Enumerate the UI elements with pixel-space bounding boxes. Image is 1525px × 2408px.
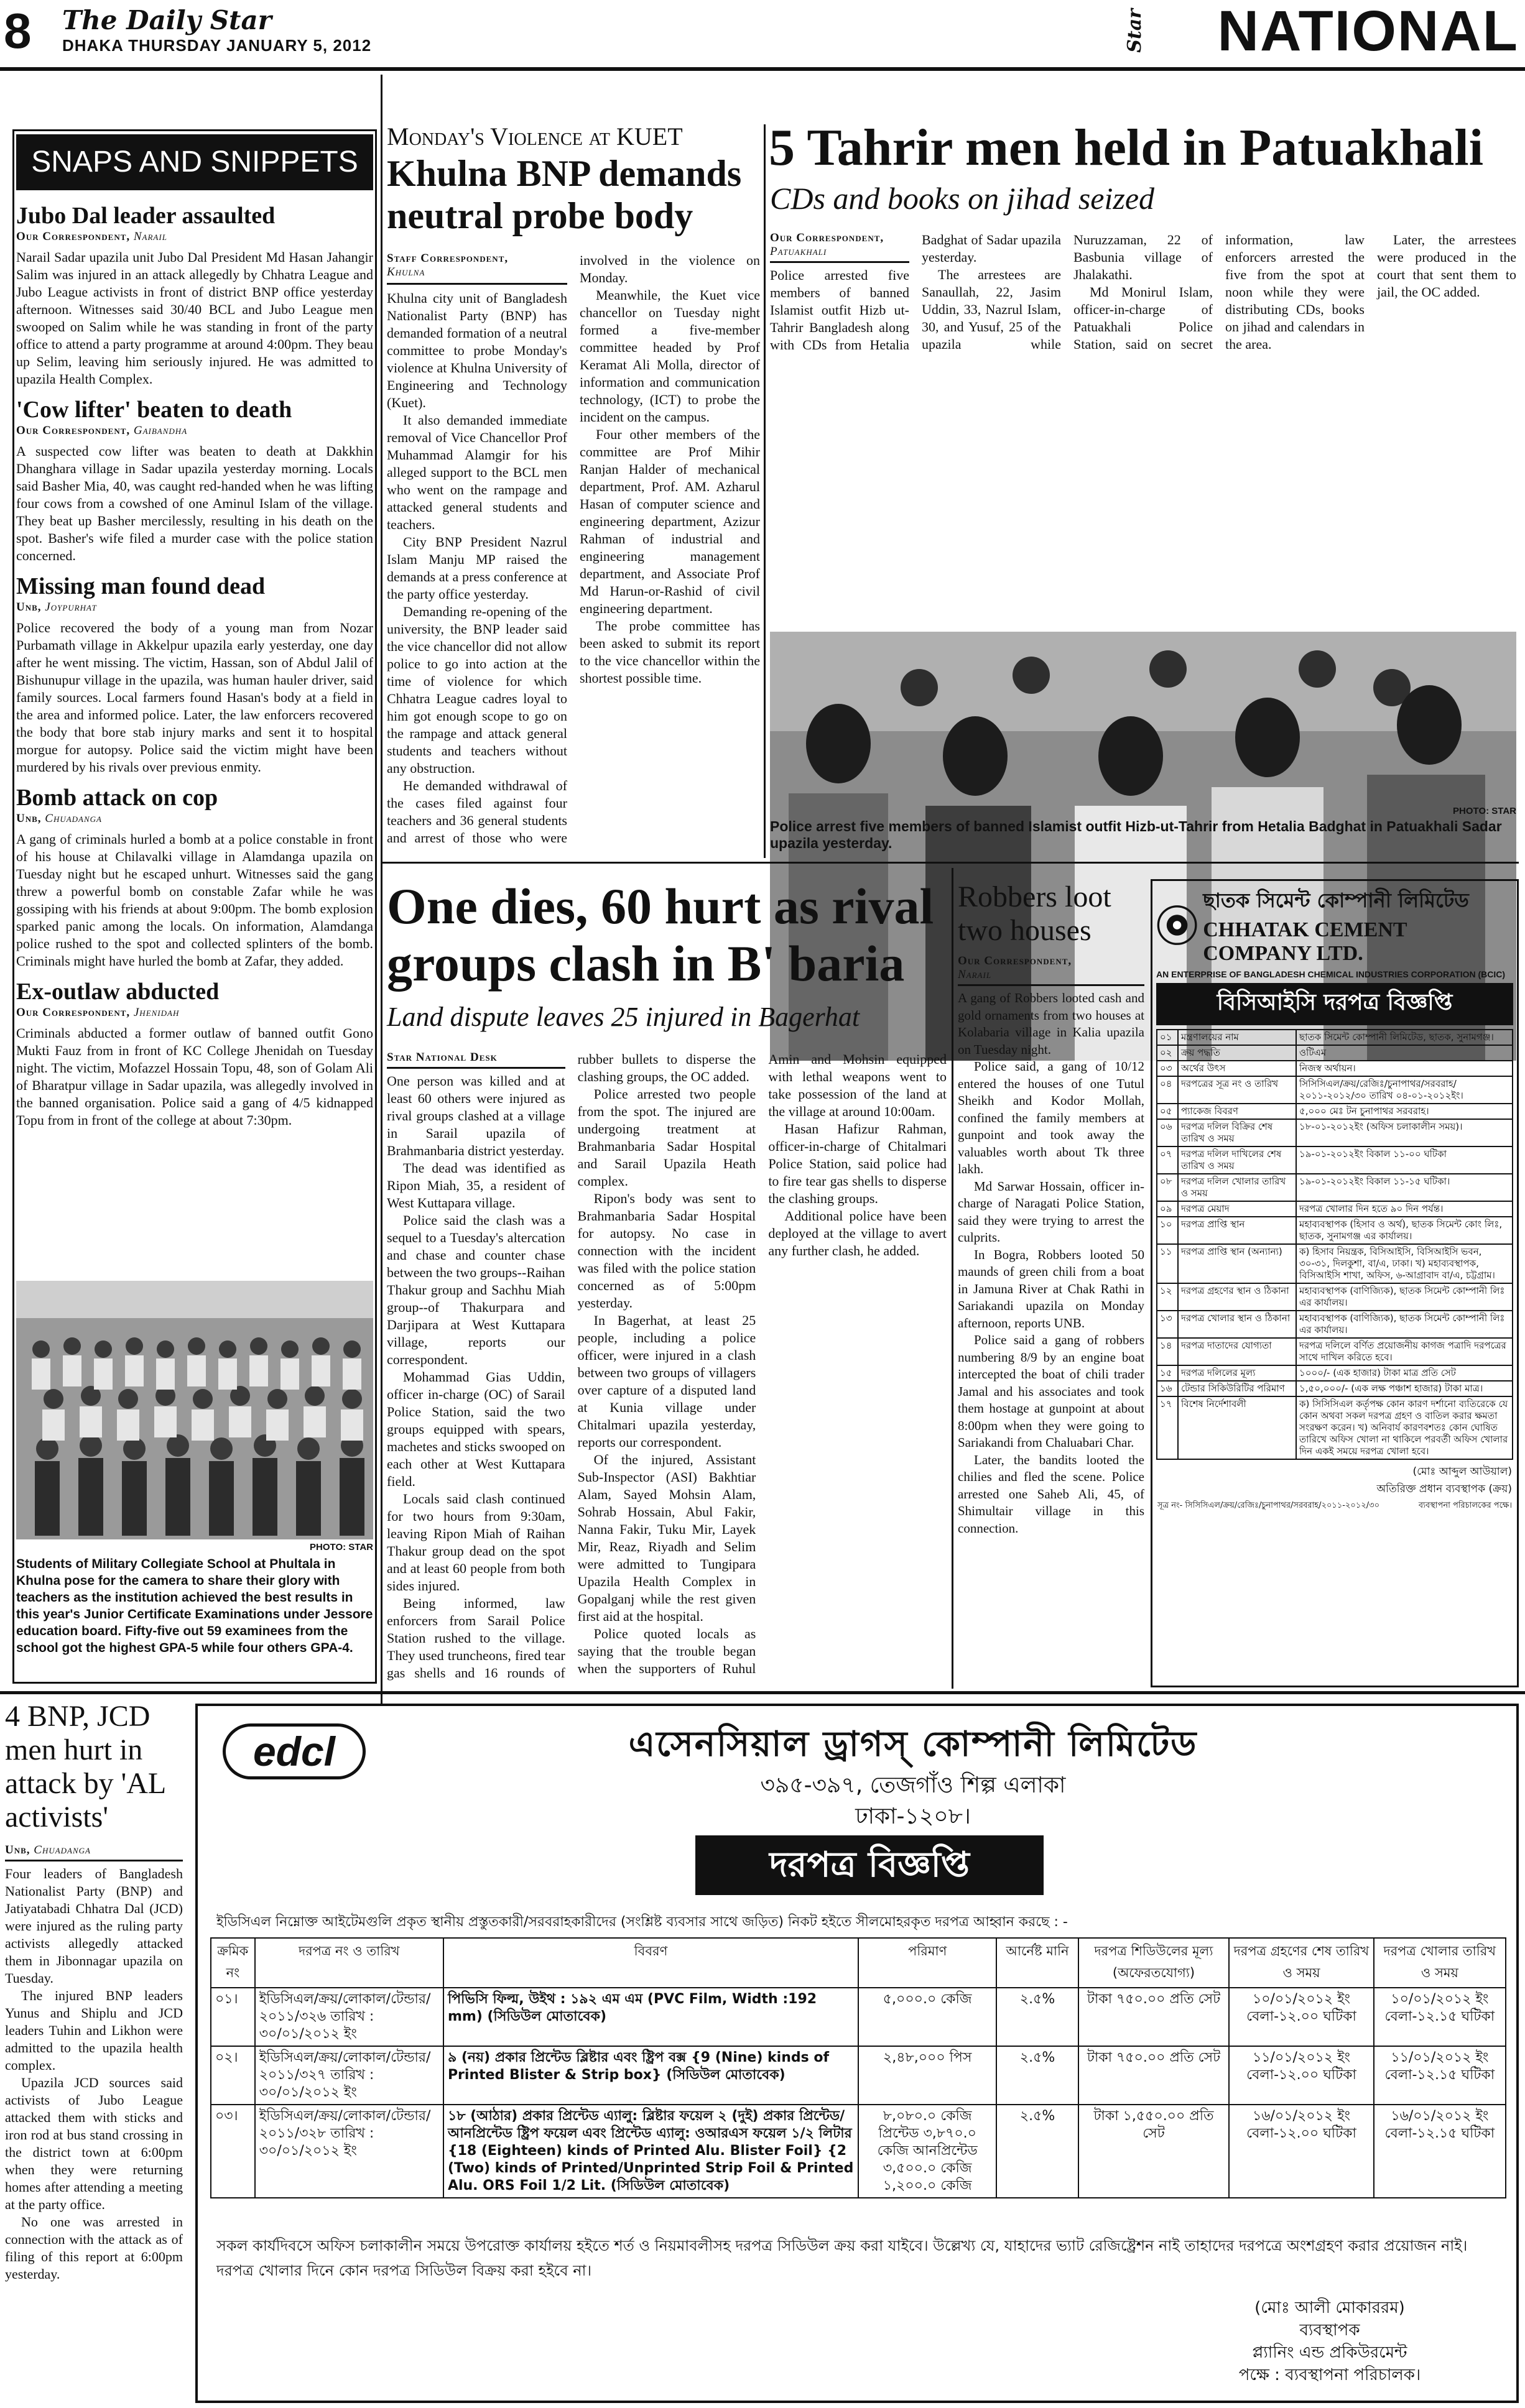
chhatak-ref: সূত্র নং- সিসিসিএল/ক্রয়/রেজিঃ/চুনাপাথর/সরবরাহ/২০১১-২০১২/৩০ xyxy=(1157,1501,1380,1510)
students-photo-caption: Students of Military Collegiate School at Phultala in Khulna pose for the camera to share their glory with teachers as the institution achieved the best results in this year's Junior Certificate Examinations under Jessore education board. Fifty-five out 59 examinees from the school got the highest GPA-5 while four others GPA-4. xyxy=(16,1557,373,1655)
snap-item xyxy=(16,572,373,776)
chhatak-row xyxy=(1157,1119,1513,1146)
snap-body: Police recovered the body of a young man from Nozar Purbamath village in Akkelpur upazila early yesterday, one day after he went missing. The victim, Hassan, son of Abdul Jalil of Bishunupur village in the upazila, was human hauler driver, said family sources. Local farmers found Hasan's body at a field in the area and informed police. Later, the law enforcers recovered the body that bore stab injury marks and sent it to hospital morgue for autopsy. Police said the victim might have been murdered by his rivals over previous enmity. xyxy=(16,620,373,775)
students-photo-art xyxy=(16,1281,373,1539)
snap-headline: Ex-outlaw abducted xyxy=(16,979,220,1005)
baria-byline: Star National Desk xyxy=(387,1051,498,1064)
chhatak-signer-title: অতিরিক্ত প্রধান ব্যবস্থাপক (ক্রয়) xyxy=(1376,1483,1512,1495)
chhatak-header xyxy=(1152,881,1517,969)
tahrir-paragraph: Later, the arrestees were produced in the court that sent them to jail, the OC added. xyxy=(1377,232,1516,300)
chhatak-row xyxy=(1157,1365,1513,1381)
chhatak-cell: ০৮ xyxy=(1157,1174,1178,1201)
edcl-signer: (মোঃ আলী মোকাররম) xyxy=(1254,2299,1405,2317)
edcl-column-header: ক্রমিক নং xyxy=(211,1938,255,1988)
baria-paragraph: Ripon's body was sent to Brahmanbaria Sadar Hospital for autopsy. No case in connection with the incident was filed with the police station concerned as of 5:00pm yesterday. xyxy=(577,1191,756,1311)
chhatak-cell: ০৬ xyxy=(1157,1119,1178,1146)
tahrir-paragraph: Md Monirul Islam, officer-in-charge of Patuakhali Police Station, said on secret information, law enforcers arrested the five from the spot at noon while they were distributing CDs, books on jihad and calendars in the area. xyxy=(1073,232,1365,352)
chhatak-cell: টেন্ডার সিকিউরিটির পরিমাণ xyxy=(1178,1381,1296,1396)
edcl-table xyxy=(210,1937,1506,2198)
chhatak-logo-icon xyxy=(1156,900,1198,950)
chhatak-cell: ১৬ xyxy=(1157,1381,1178,1396)
kuet-kicker: Monday's Violence at KUET xyxy=(387,122,683,150)
snap-headline: Bomb attack on cop xyxy=(16,785,218,811)
edcl-footer: সকল কার্যদিবসে অফিস চলাকালীন সময়ে উপরোক্ত কার্যালয় হইতে শর্ত ও নিয়মাবলীসহ দরপত্র সিডিউল ক্রয় করা যাইবে। উল্লেখ্য যে, যাহাদের ভ্যাট রেজিষ্ট্রেশন নাই তাহাদের দরপত্রে অংশগ্রহণ করার প্রয়োজন নাই। দরপত্র খোলার দিনে কোন দরপত্র সিডিউল বিক্রয় করা হইবে না। xyxy=(216,2237,1468,2279)
chhatak-cell: ১২ xyxy=(1157,1283,1178,1311)
edcl-cell: ইডিসিএল/ক্রয়/লোকাল/টেন্ডার/২০১১/৩২৬ তারিখ : ৩০/০১/২০১২ ইং xyxy=(255,1988,443,2046)
edcl-signature xyxy=(1168,2297,1491,2386)
edcl-column-header: পরিমাণ xyxy=(858,1938,996,1988)
edcl-city: ঢাকা-১২০৮। xyxy=(855,1804,971,1829)
edcl-column-header: দরপত্র শিডিউলের মূল্য (অফেরতযোগ্য) xyxy=(1078,1938,1230,1988)
students-photo-credit: PHOTO: STAR xyxy=(310,1542,373,1552)
chhatak-row xyxy=(1157,1076,1513,1104)
edcl-table-wrap xyxy=(210,1937,1506,2198)
chhatak-cell: দরপত্র খোলার দিন হতে ৯০ দিন পর্যন্ত। xyxy=(1296,1201,1513,1217)
chhatak-cell: ০৭ xyxy=(1157,1146,1178,1174)
baria-paragraph: Hasan Hafizur Rahman, officer-in-charge of Chitalmari Police Station, said police had to fire tear gas shells to disperse the clashing groups. xyxy=(768,1121,947,1206)
chhatak-cell: ০৪ xyxy=(1157,1076,1178,1104)
edcl-column-header: দরপত্র খোলার তারিখ ও সময় xyxy=(1374,1938,1506,1988)
snap-headline: 'Cow lifter' beaten to death xyxy=(16,397,292,423)
chhatak-cell: ওটিএম xyxy=(1296,1045,1513,1061)
edcl-cell: পিভিসি ফিল্ম, উইথ : ১৯২ এম এম (PVC Film, Width :192 mm) (সিডিউল মোতাবেক) xyxy=(443,1988,858,2046)
edcl-cell: ৯ (নয়) প্রকার প্রিন্টেড ব্লিষ্টার এবং ষ্ট্রিপ বক্স {9 (Nine) kinds of Printed Blister & Strip box} (সিডিউল মোতাবেক) xyxy=(443,2046,858,2105)
kuet-headline: Khulna BNP demands neutral probe body xyxy=(387,153,742,236)
chhatak-row xyxy=(1157,1217,1513,1244)
snap-headline: Jubo Dal leader assaulted xyxy=(16,203,276,229)
snap-byline: Unb, Joypurhat xyxy=(16,601,97,614)
chhatak-cell: ০১ xyxy=(1157,1030,1178,1045)
tahrir-paragraph: The arrestees are Sanaullah, 22, Jasim Uddin, 33, Nazrul Islam, 30, and Yusuf, 25 of the upazila while Nuruzzaman, 22 of Basbunia village of Jhalakathi. xyxy=(922,232,1213,352)
paper-logo: The Daily Star xyxy=(62,5,272,35)
chhatak-row xyxy=(1157,1174,1513,1201)
chhatak-name-en: CHHATAK CEMENT COMPANY LTD. xyxy=(1203,918,1407,965)
kuet-paragraph: City BNP President Nazrul Islam Manju MP raised the demands at a press conference at the party office yesterday. xyxy=(387,534,567,602)
edcl-cell: ৮,০৮০.০ কেজি প্রিন্টেড ৩,৮৭০.০ কেজি আনপ্রিন্টেড ৩,৫০০.০ কেজি ১,২০০.০ কেজি xyxy=(858,2105,996,2198)
chhatak-ref-note: ব্যবস্থাপনা পরিচালকের পক্ষে। xyxy=(1418,1501,1512,1510)
edcl-notice: দরপত্র বিজ্ঞপ্তি xyxy=(695,1835,1044,1895)
edcl-table-header xyxy=(211,1938,1506,1988)
edcl-column-header: বিবরণ xyxy=(443,1938,858,1988)
chhatak-cell: ১,৫০,০০০/- (এক লক্ষ পঞ্চাশ হাজার) টাকা মাত্র। xyxy=(1296,1381,1513,1396)
chhatak-cell: ক্রয় পদ্ধতি xyxy=(1178,1045,1296,1061)
baria-paragraph: One person was killed and at least 60 others were injured as rival groups clashed at a village in Sarail upazila of Brahmanbaria district yesterday. xyxy=(387,1073,565,1158)
snaps-items xyxy=(16,201,373,1137)
snap-byline: Unb, Chuadanga xyxy=(16,812,103,825)
bnp-jcd-body xyxy=(5,1843,183,2283)
edcl-cell: ২.৫% xyxy=(996,2105,1078,2198)
chhatak-row xyxy=(1157,1030,1513,1045)
tahrir-byline: Our Correspondent, Patuakhali xyxy=(770,231,884,258)
kuet-paragraph: Four other members of the committee are Prof Mihir Ranjan Halder of mechanical department, Prof. AM. Azharul Hasan of computer science and engineering department, Azizur Rahman of industrial and engineering management department, and Associate Prof Md Harun-or-Rashid of civil engineering department. xyxy=(580,427,760,616)
chhatak-cell: দরপত্র প্রাপ্তি স্থান xyxy=(1178,1217,1296,1244)
chhatak-signer: (মোঃ আব্দুল আউয়াল) xyxy=(1412,1465,1512,1478)
chhatak-cell: দরপত্র দলিল দাখিলের শেষ তারিখ ও সময় xyxy=(1178,1146,1296,1174)
edcl-cell: ৫,০০০.০ কেজি xyxy=(858,1988,996,2046)
byline-rule xyxy=(958,984,1144,986)
kuet-body xyxy=(387,252,760,858)
edcl-rows xyxy=(211,1988,1506,2198)
snap-headline: Missing man found dead xyxy=(16,573,266,599)
chhatak-cell: মহাব্যবস্থাপক (বাণিজ্যিক), ছাতক সিমেন্ট কোম্পানী লিঃ এর কার্যালয়। xyxy=(1296,1283,1513,1311)
chhatak-cell: মহাব্যবস্থাপক (হিসাব ও অর্থ), ছাতক সিমেন্ট কোং লিঃ, ছাতক, সুনামগঞ্জ এর কার্যালয়। xyxy=(1296,1217,1513,1244)
chhatak-cell: দরপত্র দলিল খোলার তারিখ ও সময় xyxy=(1178,1174,1296,1201)
chhatak-cell: অর্থের উৎস xyxy=(1178,1061,1296,1076)
chhatak-row xyxy=(1157,1146,1513,1174)
chhatak-row xyxy=(1157,1396,1513,1459)
snaps-banner: SNAPS AND SNIPPETS xyxy=(16,134,373,190)
snap-item xyxy=(16,783,373,970)
snap-byline: Our Correspondent, Jhenidah xyxy=(16,1006,180,1019)
arrestees-photo-credit: PHOTO: STAR xyxy=(1453,806,1516,816)
edcl-cell: ০২। xyxy=(211,2046,255,2105)
snap-item xyxy=(16,977,373,1129)
chhatak-cell: দরপত্র প্রাপ্তি স্থান (অন্যান্য) xyxy=(1178,1244,1296,1283)
chhatak-row xyxy=(1157,1045,1513,1061)
snap-byline: Our Correspondent, Narail xyxy=(16,230,167,243)
arrestees-photo-caption: Police arrest five members of banned Islamist outfit Hizb-ut-Tahrir from Hetalia Badghat in Patuakhali Sadar upazila yesterday. xyxy=(770,818,1502,851)
snap-body: Criminals abducted a former outlaw of banned outfit Gono Mukti Fauz from in front of KC College Jhenidah on Tuesday night. The victim, Mofazzel Hossain Topu, 48, son of Golam Ali of Bharatpur village in Sadar upazila, was allegedly involved in the banned organisation. Police said a gang of 4/5 kidnapped Topu from in front of the college at about 7:30pm. xyxy=(16,1025,373,1128)
column-rule xyxy=(952,868,953,1689)
chhatak-ad xyxy=(1151,879,1519,1687)
bnp-jcd-headline: 4 BNP, JCD men hurt in attack by 'AL activists' xyxy=(5,1700,165,1834)
snap-body: A suspected cow lifter was beaten to death at Dakkhin Dhanghara village in Sadar upazila yesterday morning. Locals said Basher Mia, 40, was caught red-handed when he was lifting four cows from a cowshed of one Aminul Islam of the village. They beat up Basher mercilessly, resulting in his death on the spot. Basher's wife filed a murder case with the police station concerned. xyxy=(16,443,373,563)
edcl-signer-title: ব্যবস্থাপক xyxy=(1299,2321,1360,2340)
edcl-cell: ১০/০১/২০১২ ইং বেলা-১২.০০ ঘটিকা xyxy=(1229,1988,1373,2046)
bnp-jcd-paragraph: No one was arrested in connection with the attack as of filing of this report at 6:00pm yesterday. xyxy=(5,2214,183,2282)
robbers-body xyxy=(958,954,1144,1537)
edcl-cell: টাকা ৭৫০.০০ প্রতি সেট xyxy=(1078,1988,1230,2046)
edcl-cell: ২.৫% xyxy=(996,1988,1078,2046)
snap-byline: Our Correspondent, Gaibandha xyxy=(16,424,188,437)
chhatak-cell: ০২ xyxy=(1157,1045,1178,1061)
edcl-cell: ১১/০১/২০১২ ইং বেলা-১২.০০ ঘটিকা xyxy=(1229,2046,1373,2105)
byline-rule xyxy=(770,261,909,263)
kuet-paragraph: The probe committee has been asked to submit its report to the vice chancellor within the shortest possible time. xyxy=(580,618,760,686)
edcl-cell: ইডিসিএল/ক্রয়/লোকাল/টেন্ডার/২০১১/৩২৭ তারিখ : ৩০/০১/২০১২ ইং xyxy=(255,2046,443,2105)
edcl-cell: ১১/০১/২০১২ ইং বেলা-১২.১৫ ঘটিকা xyxy=(1374,2046,1506,2105)
chhatak-cell: ১৫ xyxy=(1157,1365,1178,1381)
chhatak-name-bn: ছাতক সিমেন্ট কোম্পানী লিমিটেড xyxy=(1203,888,1469,912)
chhatak-cell: ছাতক সিমেন্ট কোম্পানী লিমিটেড, ছাতক, সুনামগঞ্জ। xyxy=(1296,1030,1513,1045)
baria-paragraph: Police said the clash was a sequel to a Tuesday's altercation and chase and counter chase between the two groups--Raihan Thakur group and Sachhu Miah group--of Thakurpara and Darjipara at West Kuttapara village, reports our correspondent. xyxy=(387,1212,565,1367)
baria-body xyxy=(387,1051,947,1688)
edcl-cell: ১৬/০১/২০১২ ইং বেলা-১২.১৫ ঘটিকা xyxy=(1374,2105,1506,2198)
edcl-cell: ১৮ (আঠার) প্রকার প্রিন্টেড এ্যালু: ব্লিষ্টার ফয়েল ২ (দুই) প্রকার প্রিন্টেড/আনপ্রিন্টেড ষ্ট্রিপ ফয়েল এবং প্রিন্টেড এ্যালু: ওআরএস ফয়েল ১/২ লিটার {18 (Eighteen) kinds of Printed Alu. Blister Foil} {2 (Two) kinds of Printed/Unprinted Strip Foil & Printed Alu. ORS Foil 1/2 Lit. (সিডিউল মোতাবেক) xyxy=(443,2105,858,2198)
edcl-cell: টাকা ৭৫০.০০ প্রতি সেট xyxy=(1078,2046,1230,2105)
edcl-row xyxy=(211,1988,1506,2046)
students-photo xyxy=(16,1281,373,1539)
chhatak-notice: বিসিআইসি দরপত্র বিজ্ঞপ্তি xyxy=(1156,983,1513,1025)
byline-rule xyxy=(387,1067,565,1069)
chhatak-row xyxy=(1157,1311,1513,1338)
baria-paragraph: Being informed, law enforcers from Sarail Police Station rushed to the village. They used truncheons, fired tear gas shells and 16 rounds of rubber bullets to disperse the clashing groups, the OC added. xyxy=(387,1051,756,1681)
chhatak-cell: ১০০০/- (এক হাজার) টাকা মাত্র প্রতি সেট xyxy=(1296,1365,1513,1381)
edcl-cell: ০৩। xyxy=(211,2105,255,2198)
edcl-address: ৩৯৫-৩৯৭, তেজগাঁও শিল্প এলাকা xyxy=(760,1773,1066,1798)
baria-paragraph: Mohammad Gias Uddin, officer in-charge (OC) of Sarail Police Station, said the two groups equipped with spears, machetes and sticks swooped on each other at West Kuttapara field. xyxy=(387,1369,565,1489)
baria-paragraph: Of the injured, Assistant Sub-Inspector (ASI) Bakhtiar Alam, Sayed Mohsin Alam, Sohrab Hossain, Abul Fakir, Nanna Fakir, Tuku Mir, Layek Mir, Reaz, Riyadh and Selim were admitted to Tungipara Upazila Health Complex in Gopalganj while the rest given first aid at the hospital. xyxy=(577,1452,756,1624)
kuet-paragraph: Meanwhile, the Kuet vice chancellor on Tuesday night formed a five-member committee headed by Prof Keramat Ali Molla, director of information and communication technology, (ICT) to probe the incident on the campus. xyxy=(580,287,760,425)
chhatak-row xyxy=(1157,1338,1513,1365)
tahrir-headline: 5 Tahrir men held in Patuakhali xyxy=(769,119,1484,177)
baria-headline: One dies, 60 hurt as rival groups clash in B' baria xyxy=(387,878,934,992)
kuet-paragraph: He demanded withdrawal of the cases filed against four teachers and 36 general students and arrest of those who were involved in the violence on Monday. xyxy=(387,252,760,846)
chhatak-cell: মন্ত্রণালয়ের নাম xyxy=(1178,1030,1296,1045)
chhatak-cell: প্যাকেজ বিবরণ xyxy=(1178,1104,1296,1119)
chhatak-cell: দরপত্র দলিলে বর্ণিত প্রয়োজনীয় কাগজ পত্রাদি দরপত্রের সাথে দাখিল করিতে হবে। xyxy=(1296,1338,1513,1365)
robbers-paragraph: Later, the bandits looted the chilies and fled the scene. Police arrested one Saheb Ali, 45, of Shimultair village in this connection. xyxy=(958,1452,1144,1536)
column-rule xyxy=(381,75,382,1704)
chhatak-row xyxy=(1157,1201,1513,1217)
robbers-paragraph: A gang of Robbers looted cash and gold ornaments from two houses at Kolabaria village in Kalia upazila on Tuesday night. xyxy=(958,990,1144,1057)
edcl-cell: ২.৫% xyxy=(996,2046,1078,2105)
chhatak-cell: ১৮-০১-২০১২ইং (অফিস চলাকালীন সময়)। xyxy=(1296,1119,1513,1146)
page-number: 8 xyxy=(4,3,32,58)
byline-rule xyxy=(5,1860,183,1861)
edcl-cell: ০১। xyxy=(211,1988,255,2046)
chhatak-cell: ১০ xyxy=(1157,1217,1178,1244)
chhatak-row xyxy=(1157,1061,1513,1076)
kuet-byline: Staff Correspondent, Khulna xyxy=(387,252,509,279)
dateline: DHAKA THURSDAY JANUARY 5, 2012 xyxy=(62,36,372,55)
robbers-paragraph: Police said, a gang of 10/12 entered the houses of one Tutul Sheikh and Kodor Mollah, confined the family members at gunpoint and took away the valuables worth about Tk three lakh. xyxy=(958,1059,1144,1176)
robbers-paragraph: Md Sarwar Hossain, officer in-charge of Naragati Police Station, said they were trying to arrest the culprits. xyxy=(958,1178,1144,1245)
baria-paragraph: Additional police have been deployed at the village to avert any further clash, he added. xyxy=(768,1208,947,1258)
baria-deck: Land dispute leaves 25 injured in Bagerhat xyxy=(387,1002,860,1032)
chhatak-ref-line xyxy=(1152,1498,1517,1514)
section-rule xyxy=(0,1691,1525,1694)
snap-item xyxy=(16,395,373,565)
chhatak-row xyxy=(1157,1283,1513,1311)
column-rule xyxy=(764,124,766,858)
chhatak-cell: ১৯-০১-২০১২ইং বিকাল ১১-০০ ঘটিকা xyxy=(1296,1146,1513,1174)
chhatak-cell: দরপত্র মেয়াদ xyxy=(1178,1201,1296,1217)
chhatak-row xyxy=(1157,1104,1513,1119)
masthead xyxy=(0,0,1525,68)
chhatak-row xyxy=(1157,1244,1513,1283)
edcl-intro: ইডিসিএল নিম্নোক্ত আইটেমগুলি প্রকৃত স্থানীয় প্রস্তুতকারী/সরবরাহকারীদের (সংশ্লিষ্ট ব্যবসার সাথে জড়িত) নিকট হইতে সীলমোহরকৃত দরপত্র আহ্বান করছে : - xyxy=(216,1914,1068,1930)
edcl-name: এসেনসিয়াল ড্রাগস্ কোম্পানী লিমিটেড xyxy=(628,1724,1198,1764)
robbers-byline: Our Correspondent, Narail xyxy=(958,954,1072,981)
byline-rule xyxy=(387,283,567,285)
edcl-row xyxy=(211,2046,1506,2105)
chhatak-row xyxy=(1157,1381,1513,1396)
tahrir-body xyxy=(770,231,1516,365)
edcl-cell: ইডিসিএল/ক্রয়/লোকাল/টেন্ডার/২০১১/৩২৮ তারিখ : ৩০/০১/২০১২ ইং xyxy=(255,2105,443,2198)
bnp-jcd-byline: Unb, Chuadanga xyxy=(5,1843,91,1857)
edcl-cell: ১৬/০১/২০১২ ইং বেলা-১২.০০ ঘটিকা xyxy=(1229,2105,1373,2198)
edcl-cell: ১০/০১/২০১২ ইং বেলা-১২.১৫ ঘটিকা xyxy=(1374,1988,1506,2046)
snap-body: A gang of criminals hurled a bomb at a police constable in front of his house at Chilavalki village in Alamdanga upazila on Tuesday night but he escaped unhurt. Witnesses said the gang threw a powerful bomb on constable Zafar while he was gossiping with his friends at about 9:00pm. The bomb explosion sparked panic among the locals. On information, Alamdanga police rushed to the spot and collected splinters of the bomb. Criminals might have hurled the bomb at Zafar, they added. xyxy=(16,831,373,969)
bnp-jcd-paragraph: The injured BNP leaders Yunus and Shiplu and JCD leaders Tuhin and Likhon were admitted to the upazila health complex. xyxy=(5,1988,183,2073)
star-label: Star xyxy=(1124,9,1146,53)
edcl-signer-for: পক্ষে : ব্যবস্থাপনা পরিচালক। xyxy=(1238,2366,1421,2384)
snap-item xyxy=(16,201,373,388)
robbers-headline: Robbers loot two houses xyxy=(958,880,1111,947)
chhatak-table xyxy=(1156,1029,1513,1460)
chhatak-cell: দরপত্র দাতাদের যোগ্যতা xyxy=(1178,1338,1296,1365)
chhatak-cell: দরপত্র খোলার স্থান ও ঠিকানা xyxy=(1178,1311,1296,1338)
chhatak-cell: ক) সিসিসিএল কর্তৃপক্ষ কোন কারণ দর্শানো ব্যতিরেকে যে কোন অথবা সকল দরপত্র গ্রহণ ও বাতিল করার ক্ষমতা সংরক্ষণ করেন। খ) অনিবার্য কারণবশতঃ কোন ঘোষিত তারিখে অফিস খোলা না থাকিলে পরবর্তী অফিস খোলার দিন একই সময়ে দরপত্র খোলা হবে। xyxy=(1296,1396,1513,1459)
kuet-paragraph: It also demanded immediate removal of Vice Chancellor Prof Muhammad Alamgir for his alleged support to the BCL men who went on the rampage and attacked general students and teachers. xyxy=(387,412,567,532)
chhatak-cell: বিশেষ নির্দেশাবলী xyxy=(1178,1396,1296,1459)
baria-paragraph: Locals said clash continued for two hours from 9:30am, leaving Ripon Miah of Raihan Thakur group dead on the spot and at least 60 people from both sides injured. xyxy=(387,1491,565,1594)
snap-body: Narail Sadar upazila unit Jubo Dal President Md Hasan Jahangir Salim was injured in an attack allegedly by Chhatra League and Jubo League activists in front of district BNP office yesterday afternoon. Witnesses said 30/40 BCL and Jubo League men swooped on Salim while he was standing in front of the party office to attend a party programme at around 4:00pm. They beau up Selim, leaving him seriously injured. He was admitted to upazila Health Complex. xyxy=(16,249,373,387)
robbers-paragraph: In Bogra, Robbers looted 50 maunds of green chili from a boat in Jamuna River at Chak Rathi in Sariakandi upazila on Monday afternoon, reports UNB. xyxy=(958,1247,1144,1331)
chhatak-cell: ১৩ xyxy=(1157,1311,1178,1338)
baria-paragraph: Police quoted locals as saying that the trouble began when the supporters of Ruhul Amin and Mohsin equipped with lethal weapons went to take possession of the land at the village at around 10:00am. xyxy=(577,1051,947,1676)
chhatak-cell: ১৭ xyxy=(1157,1396,1178,1459)
edcl-row xyxy=(211,2105,1506,2198)
edcl-ad xyxy=(195,1704,1519,2403)
chhatak-cell: ০৯ xyxy=(1157,1201,1178,1217)
edcl-cell: টাকা ১,৫৫০.০০ প্রতি সেট xyxy=(1078,2105,1230,2198)
tahrir-deck: CDs and books on jihad seized xyxy=(770,181,1155,216)
chhatak-cell: ১৪ xyxy=(1157,1338,1178,1365)
edcl-column-header: দরপত্র নং ও তারিখ xyxy=(255,1938,443,1988)
chhatak-cell: দরপত্রের সূত্র নং ও তারিখ xyxy=(1178,1076,1296,1104)
tahrir-paragraph: Police arrested five members of banned Islamist outfit Hizb ut-Tahrir Bangladesh along with CDs from Hetalia Badghat of Sadar upazila yesterday. xyxy=(770,232,1061,353)
chhatak-cell: ৫,০০০ মেঃ টন চুনাপাথর সরবরাহ। xyxy=(1296,1104,1513,1119)
baria-paragraph: In Bagerhat, at least 25 people, including a police officer, were injured in a clash between two groups of villagers over capture of a disputed land at Kunia village under Chitalmari upazila yesterday, reports our correspondent. xyxy=(577,1312,756,1450)
chhatak-subtitle: AN ENTERPRISE OF BANGLADESH CHEMICAL INDUSTRIES CORPORATION (BCIC) xyxy=(1156,969,1506,979)
edcl-logo: edcl xyxy=(223,1723,366,1779)
edcl-cell: ২,৪৮,০০০ পিস xyxy=(858,2046,996,2105)
chhatak-cell: সিসিসিএল/ক্রয়/রেজিঃ/চুনাপাথর/সরবরাহ/২০১১-২০১২/৩০ তারিখ ০৪-০১-২০১২ইং। xyxy=(1296,1076,1513,1104)
robbers-paragraph: Police said a gang of robbers numbering 8/9 by an engine boat intercepted the boat of chili trader Jamal and his associates and took them hostage at gunpoint at about 8:00pm when they were going to Sariakandi from Chaluabari Char. xyxy=(958,1332,1144,1450)
section-title: NATIONAL xyxy=(1217,0,1519,63)
chhatak-rows xyxy=(1157,1030,1513,1459)
chhatak-cell: ১১ xyxy=(1157,1244,1178,1283)
chhatak-cell: ১৯-০১-২০১২ইং বিকাল ১১-১৫ ঘটিকা। xyxy=(1296,1174,1513,1201)
chhatak-cell: মহাব্যবস্থাপক (বাণিজ্যিক), ছাতক সিমেন্ট কোম্পানী লিঃ এর কার্যালয়। xyxy=(1296,1311,1513,1338)
kuet-paragraph: Khulna city unit of Bangladesh Nationalist Party (BNP) has demanded formation of a neutral committee to probe Monday's violence at Khulna University of Engineering and Technology (Kuet). xyxy=(387,290,567,410)
kuet-paragraph: Demanding re-opening of the university, the BNP leader said the vice chancellor did not allow police to go into action at the time of violence for which Chhatra League cadres loyal to him got enough scope to go on the rampage and attack general students and teachers without any obstruction. xyxy=(387,604,567,776)
edcl-signer-dept: প্ল্যানিং এন্ড প্রকিউরমেন্ট xyxy=(1252,2343,1407,2362)
edcl-column-header: আর্নেষ্ট মানি xyxy=(996,1938,1078,1988)
chhatak-cell: দরপত্র দলিল বিক্রির শেষ তারিখ ও সময় xyxy=(1178,1119,1296,1146)
story-rule xyxy=(381,862,1519,864)
chhatak-cell: দরপত্র দলিলের মূল্য xyxy=(1178,1365,1296,1381)
chhatak-cell: ক) হিসাব নিয়ন্ত্রক, বিসিআইসি, বিসিআইসি ভবন, ৩০-৩১, দিলকুশা, বা/এ, ঢাকা। খ) মহাব্যবস্থাপক, বিসিআইসি শাখা, অফিস, ৬-আগ্রাবাদ বা/এ, চট্টগ্রাম। xyxy=(1296,1244,1513,1283)
chhatak-cell: ০৩ xyxy=(1157,1061,1178,1076)
masthead-rule xyxy=(0,67,1525,71)
bnp-jcd-paragraph: Four leaders of Bangladesh Nationalist Party (BNP) and Jatiyatabadi Chhatra Dal (JCD) were injured as the ruling party activists allegedly attacked them in Jibonnagar upazila on Tuesday. xyxy=(5,1866,183,1986)
chhatak-cell: নিজস্ব অর্থায়ন। xyxy=(1296,1061,1513,1076)
baria-paragraph: The dead was identified as Ripon Miah, 35, a resident of West Kuttapara village. xyxy=(387,1160,565,1211)
chhatak-cell: দরপত্র গ্রহণের স্থান ও ঠিকানা xyxy=(1178,1283,1296,1311)
bnp-jcd-paragraph: Upazila JCD sources said activists of Jubo League attacked them with sticks and iron rod at bus stand crossing in the district town at 6:00pm when they were returning homes after attending a meeting at the party office. xyxy=(5,2075,183,2212)
edcl-column-header: দরপত্র গ্রহণের শেষ তারিখ ও সময় xyxy=(1229,1938,1373,1988)
chhatak-names xyxy=(1203,885,1513,966)
baria-paragraph: Police arrested two people from the spot. The injured are undergoing treatment at Brahmanbaria Sadar Hospital and Sarail Upazila Heath complex. xyxy=(577,1086,756,1189)
chhatak-cell: ০৫ xyxy=(1157,1104,1178,1119)
